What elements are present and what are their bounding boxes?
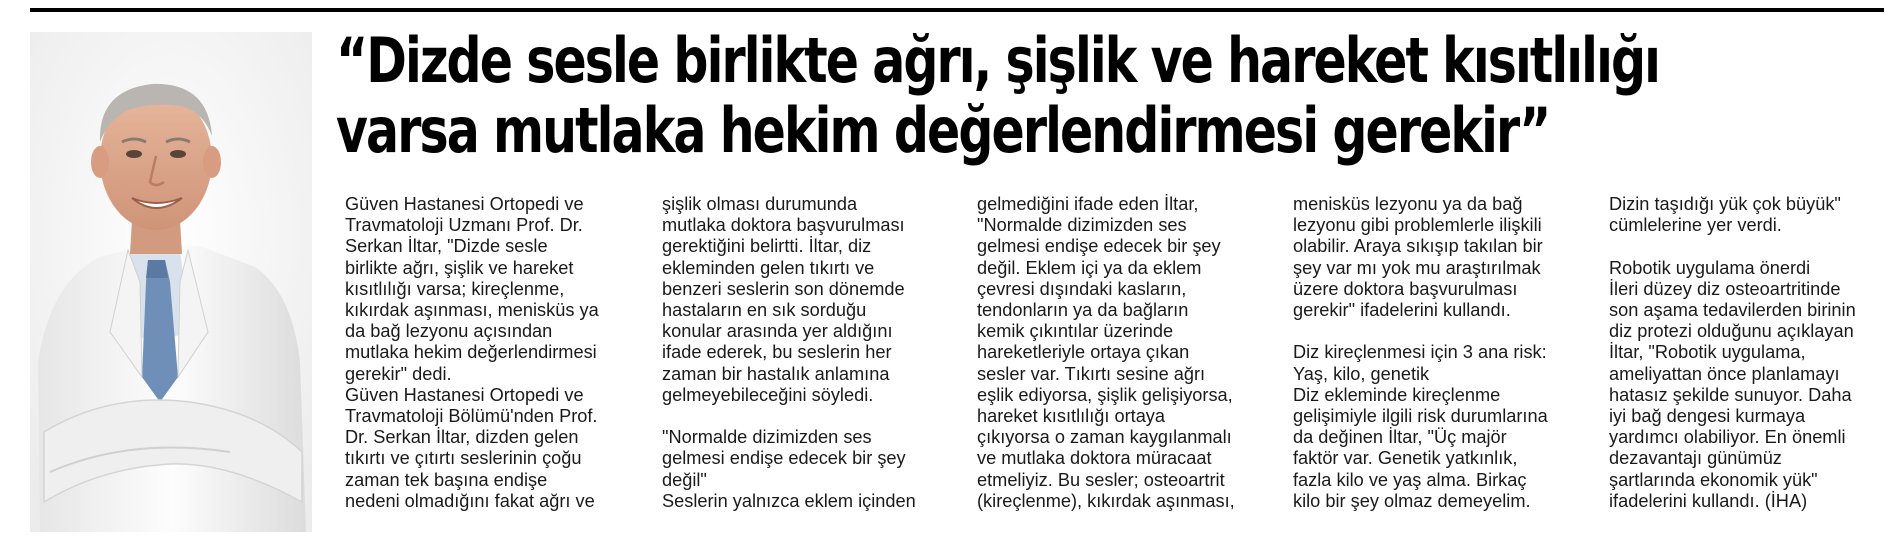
article-text-line: son aşama tedavilerden birinin — [1609, 300, 1856, 320]
article-text-line: birlikte ağrı, şişlik ve hareket — [345, 257, 574, 278]
article-text-line: mutlaka hekim değerlendirmesi — [345, 342, 597, 363]
article-text-line: kısıtlılığı varsa; kireçlenme, — [345, 278, 565, 299]
article-text-line: fazla kilo ve yaş alma. Birkaç — [1293, 469, 1527, 490]
article-text-line: menisküs lezyonu ya da bağ — [1293, 194, 1523, 214]
article-text-line: Travmatoloji Bölümü'nden Prof. — [345, 406, 598, 427]
article-text-line: sesler var. Tıkırtı sesine ağrı — [977, 363, 1206, 384]
article-text-line: cümlelerine yer verdi. — [1609, 215, 1782, 236]
article-text-line: gerekir" dedi. — [345, 363, 452, 384]
article-text-line: ifade ederek, bu seslerin her — [662, 342, 892, 363]
article-text-line: diz protezi olduğunu açıklayan — [1609, 321, 1854, 342]
article-text-line: lezyonu gibi problemlerle ilişkili — [1293, 215, 1542, 236]
article-column-1 — [345, 194, 637, 512]
author-photo — [30, 32, 312, 532]
article-text-line: Robotik uygulama önerdi — [1609, 257, 1811, 278]
article-text-line: "Normalde dizimizden ses — [977, 215, 1187, 236]
article-text-line: Yaş, kilo, genetik — [1293, 363, 1430, 384]
article-text-line: değil. Eklem içi ya da eklem — [977, 257, 1202, 278]
article-text-line: Dizin taşıdığı yük çok büyük" — [1609, 194, 1841, 214]
article-text-line: şartlarında ekonomik yük" — [1609, 469, 1818, 490]
article-text-line: mutlaka doktora başvurulması — [662, 215, 905, 236]
article-text-line: çevresi dışındaki kasların, — [977, 278, 1187, 299]
article-text-line: Diz kireçlenmesi için 3 ana risk: — [1293, 342, 1547, 363]
article-text-line: değil" — [662, 469, 707, 490]
article-text-line: gelişimiyle ilgili risk durumlarına — [1293, 406, 1548, 427]
article-text-line: da bağ lezyonu açısından — [345, 321, 553, 342]
article-text-line: Travmatoloji Uzmanı Prof. Dr. — [345, 215, 583, 236]
article-text-line: nedeni olmadığını fakat ağrı ve — [345, 490, 595, 511]
article-text-line: etmeliyiz. Bu sesler; osteoartrit — [977, 469, 1225, 490]
headline — [336, 24, 1660, 167]
article-text-line: kilo bir şey olmaz demeyelim. — [1293, 490, 1531, 511]
article-text-line: hastaların en sık sorduğu — [662, 300, 867, 321]
article-text-line: çıkıyorsa o zaman kaygılanmalı — [977, 427, 1232, 448]
article-text-line: hareket kısıtlılığı ortaya — [977, 406, 1166, 427]
article-text-line: "Normalde dizimizden ses — [662, 427, 872, 448]
article-text-line: Dr. Serkan İltar, dizden gelen — [345, 427, 579, 448]
article-text-line: konular arasında yer aldığını — [662, 321, 893, 342]
article-text-line: hareketleriyle ortaya çıkan — [977, 342, 1190, 363]
portrait-photo — [30, 32, 312, 532]
article-text-line: zaman bir hastalık anlamına — [662, 363, 890, 384]
article-text-line: zaman tek başına endişe — [345, 469, 548, 490]
article-text-line: ekleminden gelen tıkırtı ve — [662, 257, 875, 278]
article-text-line: tıkırtı ve çıtırtı seslerinin çoğu — [345, 448, 582, 469]
article-column-4 — [1293, 194, 1585, 512]
headline-line-1: “Dizde sesle birlikte ağrı, şişlik ve hareket kısıtlılığı — [336, 24, 1660, 97]
article-text-line: şişlik olması durumunda — [662, 194, 858, 214]
article-text-line: Diz ekleminde kireçlenme — [1293, 384, 1501, 405]
article-text-line: kemik çıkıntılar üzerinde — [977, 321, 1174, 342]
article-text-line: yardımcı olabiliyor. En önemli — [1609, 427, 1846, 448]
article-text-line: üzere doktora başvurulması — [1293, 278, 1518, 299]
article-text-line: Güven Hastanesi Ortopedi ve — [345, 384, 584, 405]
article-text-line: (kireçlenme), kıkırdak aşınması, — [977, 490, 1235, 511]
article-text-line: gelmesi endişe edecek bir şey — [662, 448, 906, 469]
article-text-line: ve mutlaka doktora müracaat — [977, 448, 1212, 469]
article-text-line: gerektiğini belirtti. İltar, diz — [662, 236, 872, 257]
article-text-line: olabilir. Araya sıkışıp takılan bir — [1293, 236, 1543, 257]
article-text-line: Seslerin yalnızca eklem içinden — [662, 490, 916, 511]
headline-line-2: varsa mutlaka hekim değerlendirmesi gerekir” — [336, 94, 1550, 167]
article-text-line: benzeri seslerin son dönemde — [662, 278, 905, 299]
article-text-line: kıkırdak aşınması, menisküs ya — [345, 300, 599, 321]
article-text-line: şey var mı yok mu araştırılmak — [1293, 257, 1541, 278]
article-column-3 — [977, 194, 1269, 512]
article-column-2 — [662, 194, 954, 512]
article-text-line: ifadelerini kullandı. (İHA) — [1609, 490, 1808, 511]
paragraph-gap — [1609, 236, 1890, 257]
paragraph-gap — [662, 406, 954, 427]
article-text-line: gelmesi endişe edecek bir şey — [977, 236, 1221, 257]
article-text-line: Serkan İltar, "Dizde sesle — [345, 236, 548, 257]
top-rule — [30, 8, 1884, 12]
article-text-line: eşlik ediyorsa, şişlik gelişiyorsa, — [977, 384, 1233, 405]
article-text-line: tendonların ya da bağların — [977, 300, 1189, 321]
article-text-line: hatasız şekilde sunuyor. Daha — [1609, 384, 1852, 405]
article-text-line: da değinen İltar, "Üç majör — [1293, 427, 1507, 448]
article-text-line: iyi bağ dengesi kurmaya — [1609, 406, 1806, 427]
article-text-line: ameliyattan önce planlamayı — [1609, 363, 1840, 384]
article-text-line: İltar, "Robotik uygulama, — [1609, 342, 1806, 363]
article-text-line: faktör var. Genetik yatkınlık, — [1293, 448, 1518, 469]
article-column-5 — [1609, 194, 1890, 512]
article-text-line: gelmediğini ifade eden İltar, — [977, 194, 1199, 214]
article-text-line: dezavantajı günümüz — [1609, 448, 1782, 469]
article-text-line: Güven Hastanesi Ortopedi ve — [345, 194, 584, 214]
article-text-line: gerekir" ifadelerini kullandı. — [1293, 300, 1511, 321]
article-text-line: gelmeyebileceğini söyledi. — [662, 384, 874, 405]
article-text-line: İleri düzey diz osteoartritinde — [1609, 278, 1841, 299]
paragraph-gap — [1293, 321, 1585, 342]
